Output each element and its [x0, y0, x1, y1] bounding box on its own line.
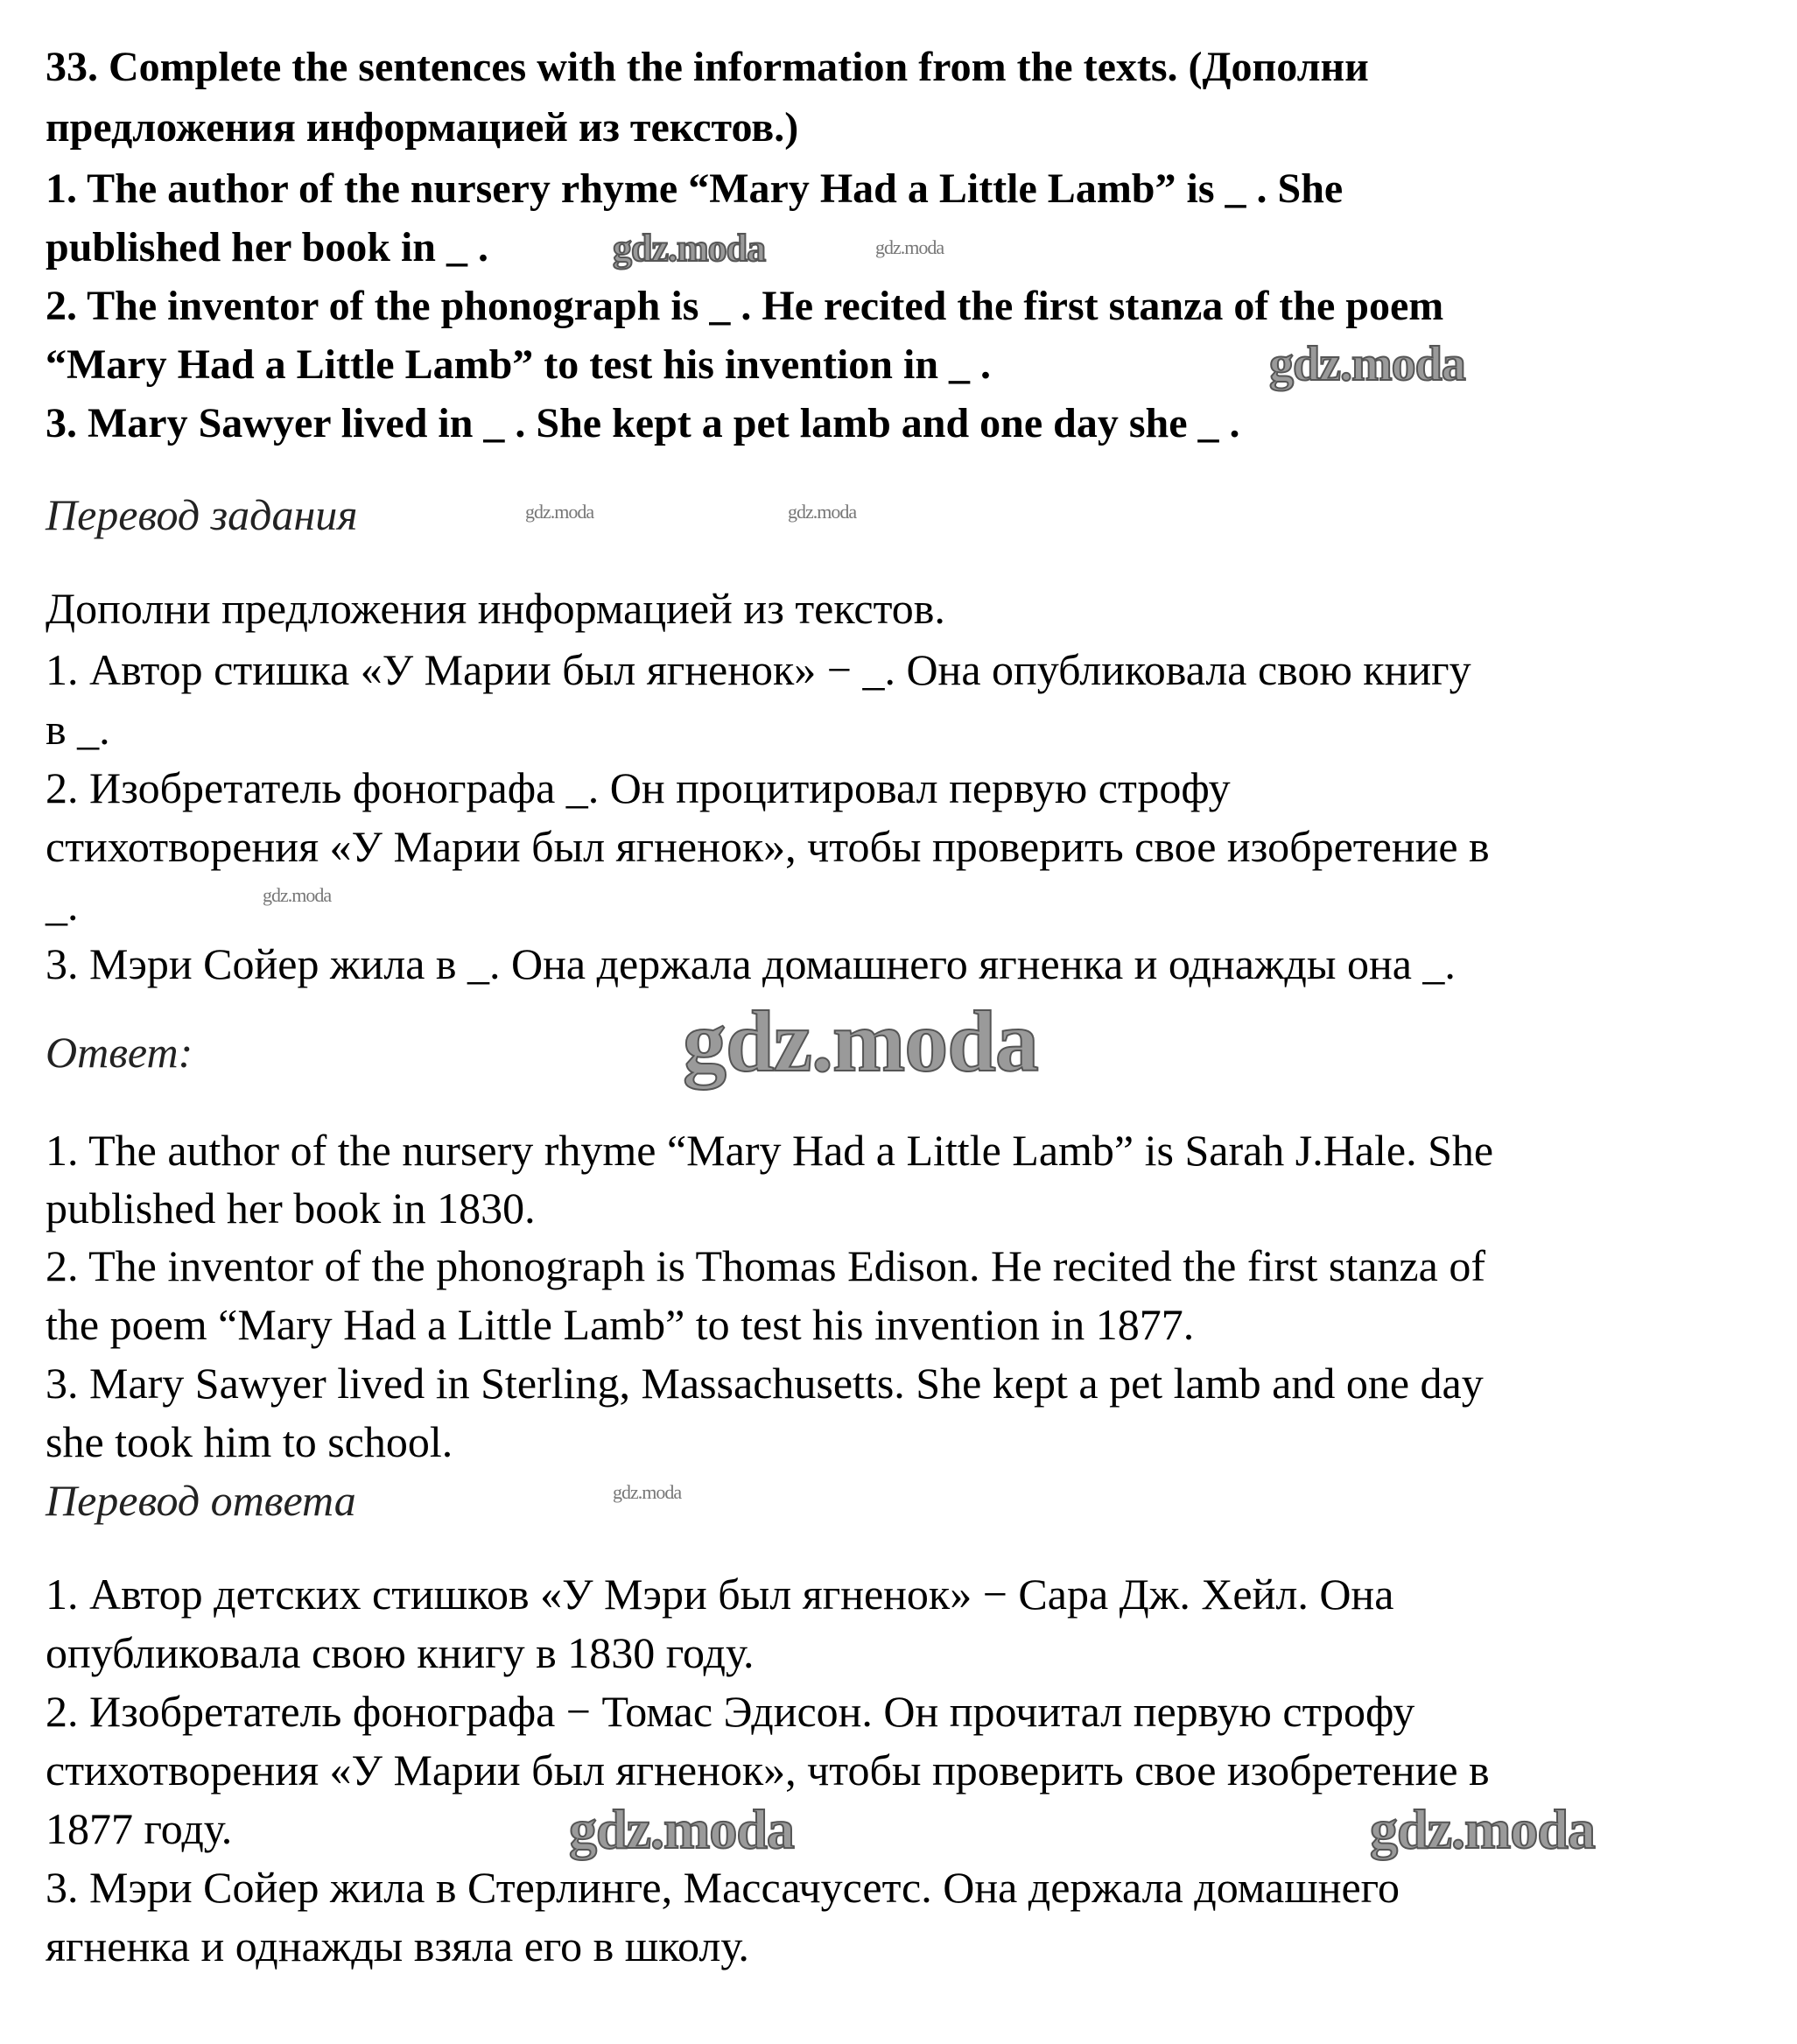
- watermark-logo: gdz.moda: [1269, 337, 1465, 391]
- answer-line: she took him to school.: [46, 1417, 453, 1466]
- task-translation-heading: Перевод задания: [46, 490, 358, 539]
- watermark-logo: gdz.moda: [788, 501, 857, 523]
- answer-line: 3. Mary Sawyer lived in Sterling, Massachusetts. She kept a pet lamb and one day: [46, 1359, 1484, 1408]
- task-translation-line: в _.: [46, 705, 110, 754]
- answer-heading: Ответ:: [46, 1028, 193, 1077]
- watermark-logo: gdz.moda: [875, 236, 944, 258]
- watermark-logo: gdz.moda: [613, 1481, 682, 1503]
- answer-line: 2. The inventor of the phonograph is Thomas Edison. He recited the first stanza of: [46, 1241, 1485, 1290]
- watermark-logo: gdz.moda: [1370, 1798, 1595, 1860]
- task-title: предложения информацией из текстов.): [46, 104, 799, 151]
- answer-translation-line: опубликовала свою книгу в 1830 году.: [46, 1628, 755, 1677]
- watermark-logo: gdz.moda: [569, 1798, 794, 1860]
- task-translation-line: 2. Изобретатель фонографа _. Он процитировал первую строфу: [46, 763, 1231, 812]
- watermark-logo: gdz.moda: [613, 227, 766, 270]
- task-sentence: published her book in _ .: [46, 224, 488, 270]
- task-translation-line: стихотворения «У Марии был ягненок», чтобы проверить свое изобретение в: [46, 822, 1490, 871]
- answer-translation-line: 2. Изобретатель фонографа − Томас Эдисон. Он прочитал первую строфу: [46, 1687, 1415, 1736]
- watermark-logo: gdz.moda: [683, 993, 1038, 1090]
- task-translation-line: _.: [46, 881, 79, 930]
- answer-translation-heading: Перевод ответа: [46, 1476, 356, 1525]
- answer-translation-line: 1877 году.: [46, 1804, 233, 1853]
- task-sentence: 2. The inventor of the phonograph is _ . He recited the first stanza of the poem: [46, 283, 1444, 329]
- answer-line: 1. The author of the nursery rhyme “Mary Had a Little Lamb” is Sarah J.Hale. She: [46, 1126, 1494, 1175]
- task-translation-line: 3. Мэри Сойер жила в _. Она держала домашнего ягненка и однажды она _.: [46, 939, 1456, 988]
- task-translation-line: 1. Автор стишка «У Марии был ягненок» − _. Она опубликовала свою книгу: [46, 645, 1471, 694]
- answer-translation-line: 3. Мэри Сойер жила в Стерлинге, Массачусетс. Она держала домашнего: [46, 1863, 1400, 1912]
- task-sentence: 3. Mary Sawyer lived in _ . She kept a pet lamb and one day she _ .: [46, 400, 1240, 446]
- watermark-logo: gdz.moda: [525, 501, 594, 523]
- answer-translation-line: ягненка и однажды взяла его в школу.: [46, 1921, 749, 1970]
- task-title: 33. Complete the sentences with the information from the texts. (Дополни: [46, 44, 1369, 90]
- answer-translation-line: стихотворения «У Марии был ягненок», чтобы проверить свое изобретение в: [46, 1745, 1490, 1795]
- task-translation-line: Дополни предложения информацией из текстов.: [46, 584, 945, 633]
- task-sentence: 1. The author of the nursery rhyme “Mary Had a Little Lamb” is _ . She: [46, 165, 1344, 212]
- watermark-logo: gdz.moda: [263, 884, 332, 906]
- answer-line: the poem “Mary Had a Little Lamb” to test his invention in 1877.: [46, 1300, 1195, 1349]
- answer-translation-line: 1. Автор детских стишков «У Мэри был ягненок» − Сара Дж. Хейл. Она: [46, 1570, 1394, 1619]
- answer-line: published her book in 1830.: [46, 1184, 536, 1233]
- task-sentence: “Mary Had a Little Lamb” to test his invention in _ .: [46, 341, 992, 388]
